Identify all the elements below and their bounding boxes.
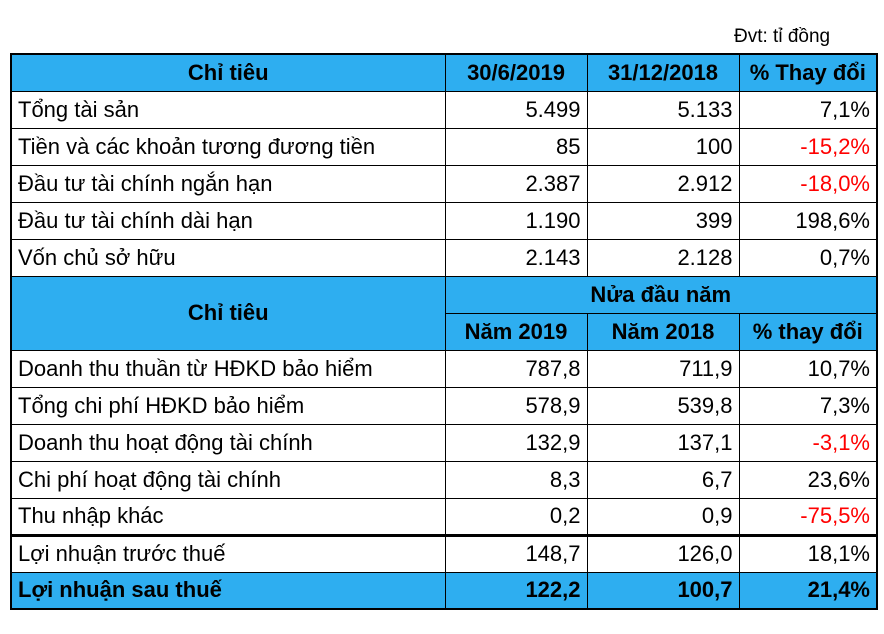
table-row [11,91,877,128]
balance-header-label: Chỉ tiêu [11,54,445,91]
row-label: Đầu tư tài chính dài hạn [11,202,445,239]
value-current: 578,9 [445,387,587,424]
income-header-group: Nửa đầu năm [445,276,877,313]
value-current: 0,2 [445,498,587,535]
value-change: -3,1% [739,424,877,461]
value-previous: 100,7 [587,572,739,609]
row-label: Đầu tư tài chính ngắn hạn [11,165,445,202]
income-header-row-1 [11,276,877,313]
income-header-year2: Năm 2018 [587,313,739,350]
row-label: Doanh thu thuần từ HĐKD bảo hiểm [11,350,445,387]
table-row [11,165,877,202]
value-previous: 711,9 [587,350,739,387]
value-previous: 539,8 [587,387,739,424]
value-current: 1.190 [445,202,587,239]
value-change: 7,1% [739,91,877,128]
table-row [11,572,877,609]
value-change: 23,6% [739,461,877,498]
value-change: 198,6% [739,202,877,239]
value-change: 18,1% [739,535,877,572]
value-previous: 2.128 [587,239,739,276]
income-header-year1: Năm 2019 [445,313,587,350]
value-previous: 0,9 [587,498,739,535]
value-change: 21,4% [739,572,877,609]
table-row [11,498,877,535]
table-row [11,128,877,165]
row-label: Chi phí hoạt động tài chính [11,461,445,498]
value-previous: 5.133 [587,91,739,128]
row-label: Lợi nhuận sau thuế [11,572,445,609]
balance-header-row [11,54,877,91]
table-row [11,239,877,276]
income-header-label: Chỉ tiêu [11,276,445,350]
value-change: -18,0% [739,165,877,202]
balance-header-change: % Thay đổi [739,54,877,91]
financial-table [10,53,878,610]
table-row [11,387,877,424]
balance-header-date2: 31/12/2018 [587,54,739,91]
value-previous: 137,1 [587,424,739,461]
row-label: Tổng tài sản [11,91,445,128]
value-previous: 100 [587,128,739,165]
unit-note: Đvt: tỉ đồng [734,26,831,47]
row-label: Thu nhập khác [11,498,445,535]
table-row [11,535,877,572]
income-header-change: % thay đổi [739,313,877,350]
table-row [11,461,877,498]
value-previous: 126,0 [587,535,739,572]
value-current: 2.143 [445,239,587,276]
value-previous: 6,7 [587,461,739,498]
row-label: Tiền và các khoản tương đương tiền [11,128,445,165]
value-current: 122,2 [445,572,587,609]
value-current: 148,7 [445,535,587,572]
value-current: 5.499 [445,91,587,128]
value-change: -75,5% [739,498,877,535]
table-row [11,424,877,461]
value-change: -15,2% [739,128,877,165]
table-row [11,202,877,239]
value-change: 7,3% [739,387,877,424]
row-label: Vốn chủ sở hữu [11,239,445,276]
value-previous: 399 [587,202,739,239]
value-current: 8,3 [445,461,587,498]
value-previous: 2.912 [587,165,739,202]
row-label: Doanh thu hoạt động tài chính [11,424,445,461]
value-current: 85 [445,128,587,165]
table-row [11,350,877,387]
value-current: 787,8 [445,350,587,387]
row-label: Tổng chi phí HĐKD bảo hiểm [11,387,445,424]
value-current: 2.387 [445,165,587,202]
financial-table-body [11,54,877,609]
value-change: 10,7% [739,350,877,387]
value-change: 0,7% [739,239,877,276]
row-label: Lợi nhuận trước thuế [11,535,445,572]
balance-header-date1: 30/6/2019 [445,54,587,91]
value-current: 132,9 [445,424,587,461]
